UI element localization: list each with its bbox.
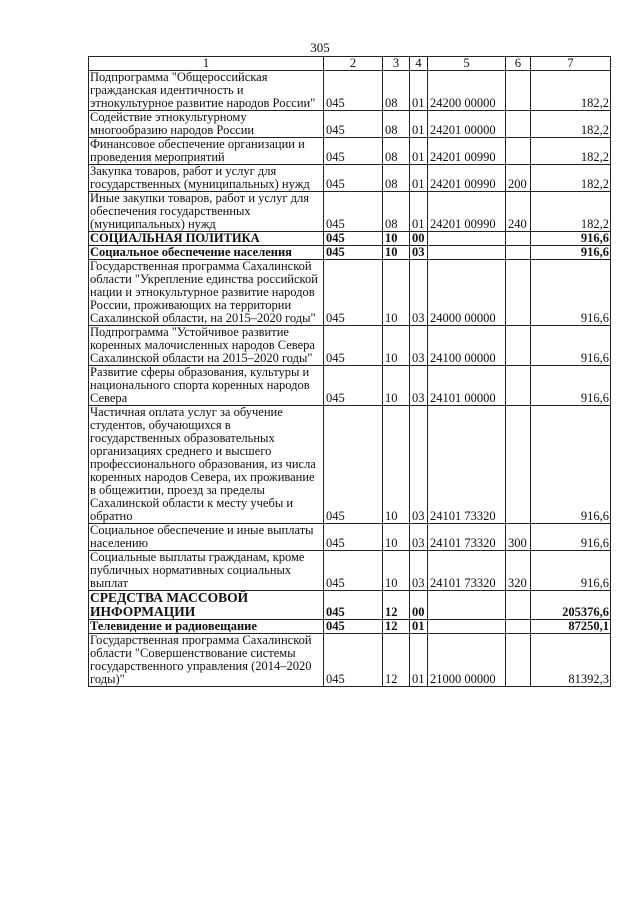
table-row <box>89 138 611 165</box>
row-section-cell: 08 <box>383 165 410 192</box>
row-subsection-cell: 03 <box>410 524 428 551</box>
row-expense-type-cell <box>506 260 531 326</box>
row-amount-cell: 87250,1 <box>531 620 611 634</box>
row-expense-type-cell <box>506 138 531 165</box>
row-ministry-code-cell: 045 <box>324 326 383 366</box>
table-header-row <box>89 57 611 71</box>
table-row <box>89 232 611 246</box>
row-amount-cell: 916,6 <box>531 366 611 406</box>
row-name-cell: Социальные выплаты гражданам, кроме публичных нормативных социальных выплат <box>89 551 324 591</box>
row-expense-type-cell <box>506 591 531 620</box>
row-target-article-cell: 24000 00000 <box>428 260 506 326</box>
table-row <box>89 165 611 192</box>
row-section-cell: 10 <box>383 366 410 406</box>
row-amount-cell: 916,6 <box>531 246 611 260</box>
row-section-cell: 12 <box>383 591 410 620</box>
row-expense-type-cell <box>506 232 531 246</box>
row-target-article-cell: 24101 73320 <box>428 406 506 524</box>
row-target-article-cell: 24201 00990 <box>428 138 506 165</box>
row-section-cell: 10 <box>383 260 410 326</box>
row-amount-cell: 182,2 <box>531 192 611 232</box>
row-subsection-cell: 00 <box>410 591 428 620</box>
row-expense-type-cell: 240 <box>506 192 531 232</box>
row-ministry-code-cell: 045 <box>324 524 383 551</box>
row-amount-cell: 916,6 <box>531 326 611 366</box>
row-subsection-cell: 03 <box>410 551 428 591</box>
row-amount-cell: 916,6 <box>531 524 611 551</box>
row-amount-cell: 916,6 <box>531 551 611 591</box>
row-ministry-code-cell: 045 <box>324 551 383 591</box>
row-amount-cell: 916,6 <box>531 232 611 246</box>
row-subsection-cell: 01 <box>410 620 428 634</box>
row-ministry-code-cell: 045 <box>324 111 383 138</box>
row-target-article-cell: 24100 00000 <box>428 326 506 366</box>
row-ministry-code-cell: 045 <box>324 232 383 246</box>
table-row <box>89 71 611 111</box>
row-ministry-code-cell: 045 <box>324 165 383 192</box>
row-target-article-cell: 21000 00000 <box>428 634 506 687</box>
row-name-cell: Закупка товаров, работ и услуг для государственных (муниципальных) нужд <box>89 165 324 192</box>
row-amount-cell: 916,6 <box>531 260 611 326</box>
row-section-cell: 10 <box>383 326 410 366</box>
row-expense-type-cell: 200 <box>506 165 531 192</box>
row-ministry-code-cell: 045 <box>324 71 383 111</box>
row-target-article-cell: 24101 73320 <box>428 524 506 551</box>
row-expense-type-cell: 320 <box>506 551 531 591</box>
page-number: 305 <box>310 40 330 55</box>
row-section-cell: 10 <box>383 232 410 246</box>
table-row <box>89 366 611 406</box>
row-section-cell: 08 <box>383 138 410 165</box>
row-subsection-cell: 01 <box>410 138 428 165</box>
row-ministry-code-cell: 045 <box>324 406 383 524</box>
row-name-cell: Подпрограмма "Устойчивое развитие коренных малочисленных народов Севера Сахалинской области на 2015–2020 годы" <box>89 326 324 366</box>
table-row <box>89 620 611 634</box>
row-name-cell: Иные закупки товаров, работ и услуг для обеспечения государственных (муниципальных) нужд <box>89 192 324 232</box>
table-row <box>89 634 611 687</box>
row-expense-type-cell <box>506 246 531 260</box>
row-expense-type-cell <box>506 326 531 366</box>
row-section-cell: 08 <box>383 71 410 111</box>
column-header: 2 <box>324 57 383 71</box>
table-row <box>89 111 611 138</box>
row-subsection-cell: 01 <box>410 71 428 111</box>
budget-table <box>88 56 611 687</box>
row-subsection-cell: 01 <box>410 634 428 687</box>
row-expense-type-cell <box>506 366 531 406</box>
row-target-article-cell <box>428 246 506 260</box>
row-name-cell: Подпрограмма "Общероссийская гражданская идентичность и этнокультурное развитие народов России" <box>89 71 324 111</box>
row-name-cell: Социальное обеспечение населения <box>89 246 324 260</box>
row-ministry-code-cell: 045 <box>324 366 383 406</box>
table-row <box>89 591 611 620</box>
row-ministry-code-cell: 045 <box>324 634 383 687</box>
row-amount-cell: 182,2 <box>531 71 611 111</box>
row-section-cell: 10 <box>383 524 410 551</box>
row-ministry-code-cell: 045 <box>324 620 383 634</box>
row-amount-cell: 182,2 <box>531 111 611 138</box>
row-subsection-cell: 01 <box>410 165 428 192</box>
row-amount-cell: 182,2 <box>531 165 611 192</box>
column-header: 4 <box>410 57 428 71</box>
row-expense-type-cell: 300 <box>506 524 531 551</box>
column-header: 5 <box>428 57 506 71</box>
row-name-cell: Государственная программа Сахалинской области "Укрепление единства российской нации и этнокультурное развитие народов России, проживающих на территории Сахалинской области, на 2015–2020 годы" <box>89 260 324 326</box>
row-section-cell: 08 <box>383 111 410 138</box>
row-ministry-code-cell: 045 <box>324 591 383 620</box>
row-expense-type-cell <box>506 634 531 687</box>
row-expense-type-cell <box>506 111 531 138</box>
row-target-article-cell <box>428 591 506 620</box>
budget-table-body <box>89 57 611 687</box>
table-row <box>89 406 611 524</box>
table-row <box>89 524 611 551</box>
row-target-article-cell: 24201 00000 <box>428 111 506 138</box>
row-subsection-cell: 03 <box>410 406 428 524</box>
row-section-cell: 10 <box>383 246 410 260</box>
column-header: 1 <box>89 57 324 71</box>
row-amount-cell: 182,2 <box>531 138 611 165</box>
table-row <box>89 246 611 260</box>
row-name-cell: Социальное обеспечение и иные выплаты населению <box>89 524 324 551</box>
row-expense-type-cell <box>506 620 531 634</box>
row-section-cell: 12 <box>383 620 410 634</box>
row-target-article-cell: 24101 73320 <box>428 551 506 591</box>
table-row <box>89 326 611 366</box>
row-name-cell: СОЦИАЛЬНАЯ ПОЛИТИКА <box>89 232 324 246</box>
row-section-cell: 10 <box>383 551 410 591</box>
row-section-cell: 08 <box>383 192 410 232</box>
row-name-cell: СРЕДСТВА МАССОВОЙ ИНФОРМАЦИИ <box>89 591 324 620</box>
row-target-article-cell: 24201 00990 <box>428 192 506 232</box>
table-row <box>89 260 611 326</box>
row-ministry-code-cell: 045 <box>324 246 383 260</box>
row-name-cell: Государственная программа Сахалинской области "Совершенствование системы государственного управления (2014–2020 годы)" <box>89 634 324 687</box>
column-header: 3 <box>383 57 410 71</box>
row-subsection-cell: 03 <box>410 326 428 366</box>
row-subsection-cell: 03 <box>410 246 428 260</box>
row-name-cell: Содействие этнокультурному многообразию народов России <box>89 111 324 138</box>
row-subsection-cell: 01 <box>410 111 428 138</box>
row-amount-cell: 205376,6 <box>531 591 611 620</box>
table-row <box>89 551 611 591</box>
row-ministry-code-cell: 045 <box>324 192 383 232</box>
row-target-article-cell <box>428 232 506 246</box>
row-subsection-cell: 01 <box>410 192 428 232</box>
row-amount-cell: 81392,3 <box>531 634 611 687</box>
row-target-article-cell <box>428 620 506 634</box>
row-name-cell: Частичная оплата услуг за обучение студентов, обучающихся в государственных образовательных организациях среднего и высшего профессионального образования, из числа коренных народов Севера, их проживание в общежитии, проезд за пределы Сахалинской области к месту учебы и обратно <box>89 406 324 524</box>
row-subsection-cell: 03 <box>410 366 428 406</box>
row-ministry-code-cell: 045 <box>324 260 383 326</box>
row-name-cell: Развитие сферы образования, культуры и национального спорта коренных народов Севера <box>89 366 324 406</box>
column-header: 6 <box>506 57 531 71</box>
row-section-cell: 12 <box>383 634 410 687</box>
row-subsection-cell: 00 <box>410 232 428 246</box>
table-row <box>89 192 611 232</box>
row-amount-cell: 916,6 <box>531 406 611 524</box>
row-ministry-code-cell: 045 <box>324 138 383 165</box>
row-expense-type-cell <box>506 71 531 111</box>
row-target-article-cell: 24201 00990 <box>428 165 506 192</box>
row-subsection-cell: 03 <box>410 260 428 326</box>
row-name-cell: Финансовое обеспечение организации и проведения мероприятий <box>89 138 324 165</box>
row-section-cell: 10 <box>383 406 410 524</box>
column-header: 7 <box>531 57 611 71</box>
row-target-article-cell: 24101 00000 <box>428 366 506 406</box>
row-name-cell: Телевидение и радиовещание <box>89 620 324 634</box>
row-target-article-cell: 24200 00000 <box>428 71 506 111</box>
row-expense-type-cell <box>506 406 531 524</box>
